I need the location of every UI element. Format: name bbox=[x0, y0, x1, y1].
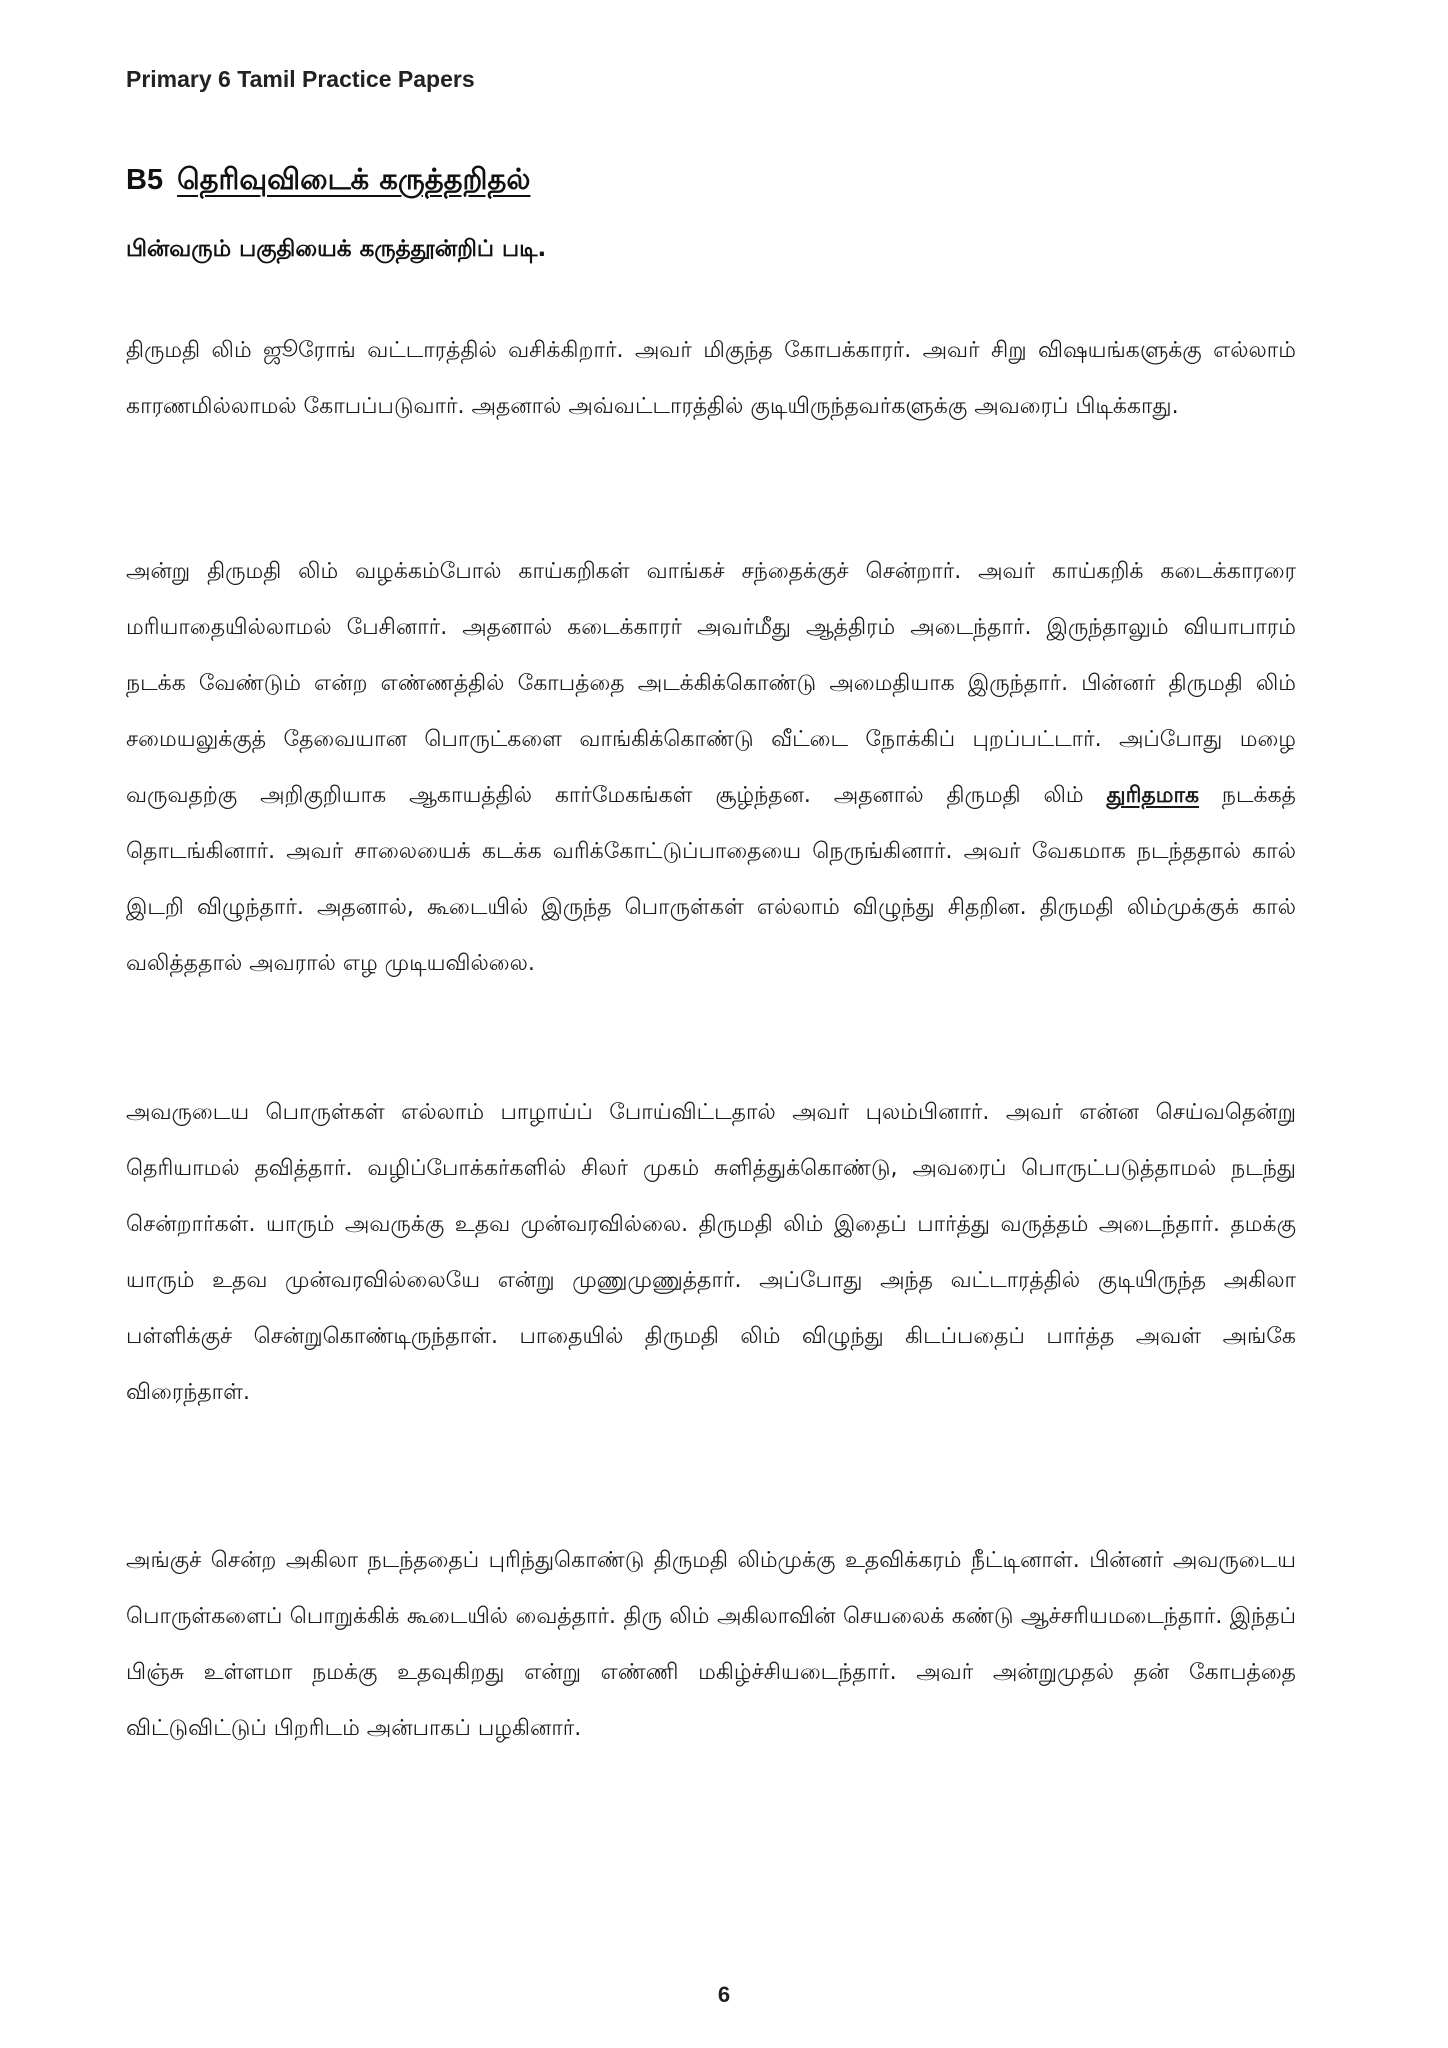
section-title bbox=[126, 162, 530, 200]
running-header: Primary 6 Tamil Practice Papers bbox=[126, 66, 475, 92]
passage-paragraph-1: திருமதி லிம் ஜூரோங் வட்டாரத்தில் வசிக்கிறார். அவர் மிகுந்த கோபக்காரர். அவர் சிறு விஷயங்களுக்கு எல்லாம் காரணமில்லாமல் கோபப்படுவார். அதனால் அவ்வட்டாரத்தில் குடியிருந்தவர்களுக்கு அவரைப் பிடிக்காது. bbox=[126, 338, 1296, 419]
page-number: 6 bbox=[717, 1982, 731, 2007]
paragraph-2-text-start: அன்று திருமதி லிம் வழக்கம்போல் காய்கறிகள் வாங்கச் சந்தைக்குச் சென்றார். அவர் காய்கறிக் கடைக்காரரை மரியாதையில்லாமல் பேசினார். அதனால் கடைக்காரர் அவர்மீது ஆத்திரம் அடைந்தார். இருந்தாலும் வியாபாரம் நடக்க வேண்டும் என்ற எண்ணத்தில் கோபத்தை அடக்கிக்கொண்டு அமைதியாக இருந்தார். பின்னர் திருமதி லிம் சமையலுக்குத் தேவையான பொருட்களை வாங்கிக்கொண்டு வீட்டை நோக்கிப் புறப்பட்டார். அப்போது மழை வருவதற்கு அறிகுறியாக ஆகாயத்தில் கார்மேகங்கள் சூழ்ந்தன. அதனால் திருமதி லிம் bbox=[126, 559, 1296, 808]
passage-paragraph-4: அங்குச் சென்ற அகிலா நடந்ததைப் புரிந்துகொண்டு திருமதி லிம்முக்கு உதவிக்கரம் நீட்டினாள். பின்னர் அவருடைய பொருள்களைப் பொறுக்கிக் கூடையில் வைத்தார். திரு லிம் அகிலாவின் செயலைக் கண்டு ஆச்சரியமடைந்தார். இந்தப் பிஞ்சு உள்ளமா நமக்கு உதவுகிறது என்று எண்ணி மகிழ்ச்சியடைந்தார். அவர் அன்றுமுதல் தன் கோபத்தை விட்டுவிட்டுப் பிறரிடம் அன்பாகப் பழகினார். bbox=[126, 1548, 1296, 1741]
section-name: தெரிவுவிடைக் கருத்தறிதல் bbox=[177, 162, 531, 196]
highlighted-word: துரிதமாக bbox=[1106, 783, 1200, 808]
section-code: B5 bbox=[126, 164, 164, 196]
paragraph-2-text-end: நடக்கத் தொடங்கினார். அவர் சாலையைக் கடக்க வரிக்கோட்டுப்பாதையை நெருங்கினார். அவர் வேகமாக நடந்ததால் கால் இடறி விழுந்தார். அதனால், கூடையில் இருந்த பொருள்கள் எல்லாம் விழுந்து சிதறின. திருமதி லிம்முக்குக் கால் வலித்ததால் அவரால் எழ முடியவில்லை. bbox=[126, 783, 1296, 976]
passage-paragraph-2 bbox=[126, 544, 1296, 992]
instruction: பின்வரும் பகுதியைக் கருத்தூன்றிப் படி. bbox=[126, 236, 547, 262]
passage-paragraph-3: அவருடைய பொருள்கள் எல்லாம் பாழாய்ப் போய்விட்டதால் அவர் புலம்பினார். அவர் என்ன செய்வதென்று தெரியாமல் தவித்தார். வழிப்போக்கர்களில் சிலர் முகம் சுளித்துக்கொண்டு, அவரைப் பொருட்படுத்தாமல் நடந்து சென்றார்கள். யாரும் அவருக்கு உதவ முன்வரவில்லை. திருமதி லிம் இதைப் பார்த்து வருத்தம் அடைந்தார். தமக்கு யாரும் உதவ முன்வரவில்லையே என்று முணுமுணுத்தார். அப்போது அந்த வட்டாரத்தில் குடியிருந்த அகிலா பள்ளிக்குச் சென்றுகொண்டிருந்தாள். பாதையில் திருமதி லிம் விழுந்து கிடப்பதைப் பார்த்த அவள் அங்கே விரைந்தாள். bbox=[126, 1100, 1296, 1405]
